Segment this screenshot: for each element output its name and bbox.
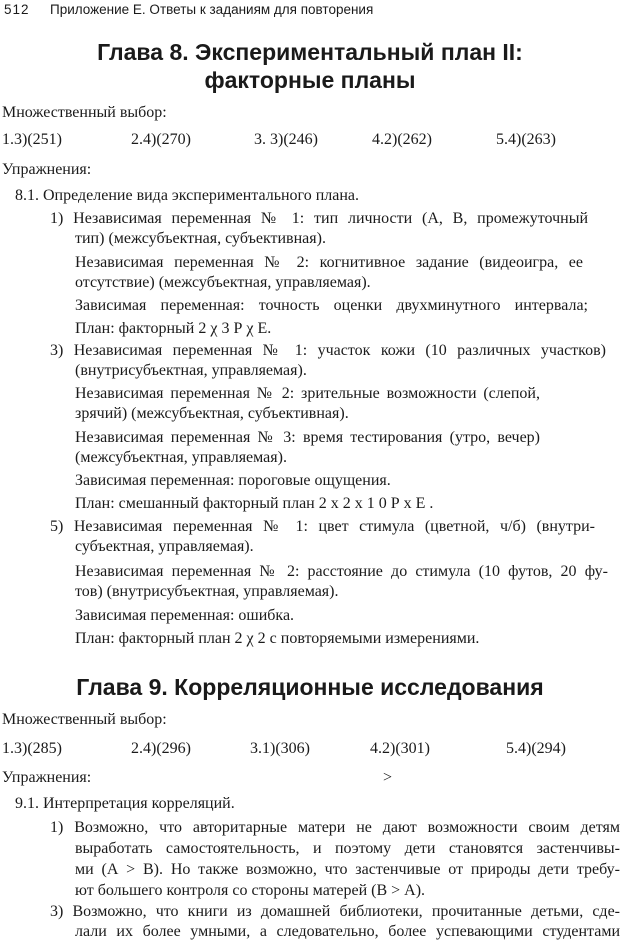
ch8-exercises-label: Упражнения: (2, 161, 92, 178)
chapter-8-title-line-1: Глава 8. Экспериментальный план II: (97, 39, 523, 65)
ch8-answer-3-line: Независимая переменная № 3: время тестирования (утро, вечер) (75, 429, 540, 446)
ch8-answer-3-line: План: смешанный факторный план 2 x 2 x 1 0 Р x Е . (75, 495, 434, 512)
ch8-answer-1-line: План: факторный 2 χ 3 Р χ Е. (75, 320, 272, 337)
ch8-mc-answer-4: 4.2)(262) (372, 131, 432, 148)
ch9-mc-answer-5: 5.4)(294) (506, 740, 566, 757)
page-number: 512 (4, 2, 30, 17)
ch8-answer-3-line: (межсубъектная, управляемая). (75, 449, 287, 466)
ch8-answer-3-line: 3) Независимая переменная № 1: участок кожи (10 различных участков) (50, 342, 606, 359)
ch9-mc-answer-3: 3.1)(306) (250, 740, 310, 757)
ch8-exercise-8-1-title: 8.1. Определение вида экспериментального плана. (15, 187, 360, 204)
ch8-answer-5-line: План: факторный план 2 χ 2 с повторяемыми измерениями. (75, 630, 480, 647)
ch8-mc-answer-1: 1.3)(251) (2, 131, 62, 148)
ch8-answer-3-line: Зависимая переменная: пороговые ощущения. (75, 472, 391, 489)
ch9-mc-answer-1: 1.3)(285) (2, 740, 62, 757)
ch8-answer-1-line: тип) (межсубъектная, субъективная). (75, 230, 326, 247)
ch8-answer-5-line: субъектная, управляемая). (75, 538, 254, 555)
ch8-answer-5-line: тов) (внутрисубъектная, управляемая). (75, 583, 339, 600)
ch9-answer-1-line: выработать самостоятельность, и поэтому дети становятся застенчивы- (75, 840, 620, 857)
ch8-answer-1-line: отсутствие) (межсубъектная, управляемая). (75, 274, 371, 291)
ch9-exercises-label: Упражнения: (2, 769, 92, 786)
chapter-8-title-line-2: факторные планы (204, 67, 416, 93)
ch8-answer-1-line: 1) Независимая переменная № 1: тип личности (А, В, промежуточный (50, 210, 588, 227)
ch8-mc-answer-5: 5.4)(263) (496, 131, 556, 148)
ch9-mc-answer-4: 4.2)(301) (370, 740, 430, 757)
ch9-exercise-9-1-title: 9.1. Интерпретация корреляций. (15, 795, 235, 812)
ch8-mc-answer-2: 2.4)(270) (131, 131, 191, 148)
ch8-answer-3-line: Независимая переменная № 2: зрительные возможности (слепой, (75, 385, 540, 402)
ch9-answer-1-line: 1) Возможно, что авторитарные матери не дают возможности своим детям (50, 819, 620, 836)
ch9-mc-answer-2: 2.4)(296) (131, 740, 191, 757)
ch9-stray-mark: > (383, 769, 393, 786)
running-title: Приложение Е. Ответы к заданиям для повторения (50, 2, 374, 17)
ch8-answer-1-line: Зависимая переменная: точность оценки двухминутного интервала; (75, 297, 588, 314)
ch9-answer-1-line: ют большего контроля со стороны матерей (В > А). (75, 882, 426, 899)
ch8-answer-1-line: Независимая переменная № 2: когнитивное задание (видеоигра, ее (75, 254, 583, 271)
ch8-answer-5-line: 5) Независимая переменная № 1: цвет стимула (цветной, ч/б) (внутри- (50, 518, 595, 535)
ch9-answer-3-line: лали их более умными, а следовательно, более успевающими студентами (75, 923, 620, 940)
ch9-answer-1-line: ми (А > В). Но также возможно, что застенчивые от природы дети требу- (75, 861, 620, 878)
ch9-mc-label: Множественный выбор: (2, 711, 167, 728)
ch8-answer-5-line: Независимая переменная № 2: расстояние до стимула (10 футов, 20 фу- (75, 563, 608, 580)
ch8-answer-5-line: Зависимая переменная: ошибка. (75, 607, 295, 624)
ch8-mc-label: Множественный выбор: (2, 104, 167, 121)
ch9-answer-3-line: 3) Возможно, что книги из домашней библиотеки, прочитанные детьми, сде- (50, 903, 620, 920)
ch8-answer-3-line: (внутрисубъектная, управляемая). (75, 362, 307, 379)
ch8-mc-answer-3: 3. 3)(246) (254, 131, 318, 148)
ch8-answer-3-line: зрячий) (межсубъектная, субъективная). (75, 405, 349, 422)
chapter-9-title: Глава 9. Корреляционные исследования (76, 674, 544, 700)
